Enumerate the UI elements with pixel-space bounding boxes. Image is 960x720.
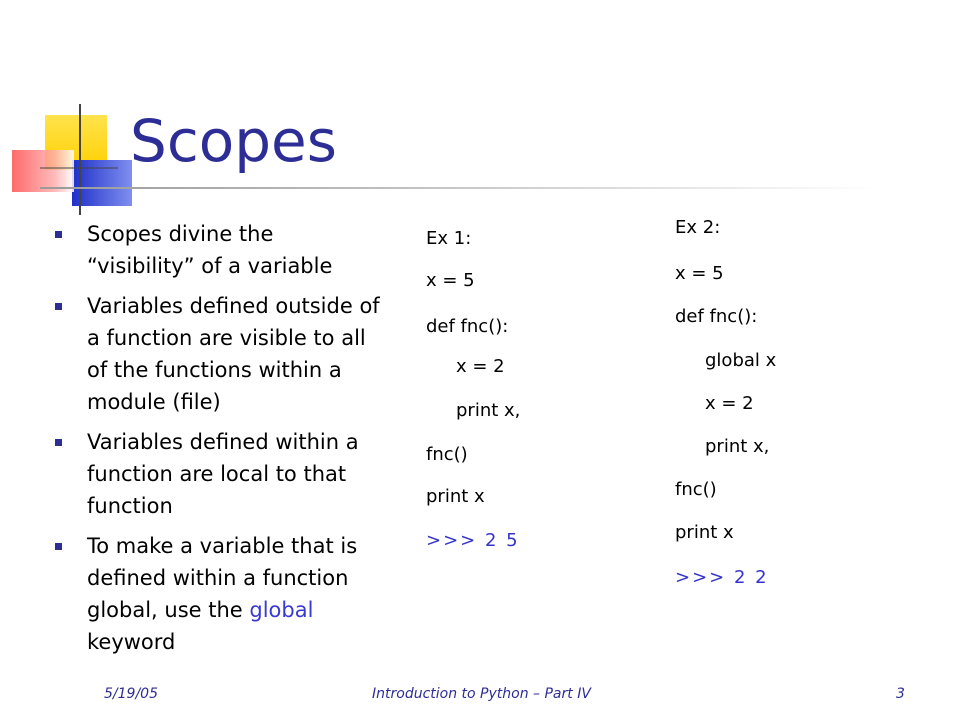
code-line: fnc() [426,444,468,465]
code-line: fnc() [675,479,717,500]
code-line: print x, [705,436,770,457]
code-output: >>> 2 5 [426,530,520,551]
decor-red-bar [12,150,74,192]
bullet-item [50,218,380,282]
bullet-item [50,530,380,658]
bullet-square-icon [55,439,62,446]
bullet-square-icon [55,231,62,238]
code-line: x = 2 [705,393,754,414]
title-underline [40,187,880,189]
bullet-text: To make a variable that is defined within a function global, use the [87,534,358,622]
bullet-square-icon [55,543,62,550]
footer-date: 5/19/05 [104,686,158,702]
bullet-text-end: keyword [87,630,176,654]
example-label: Ex 1: [426,228,472,249]
bullet-item [50,290,380,418]
footer-page-number: 3 [896,686,905,702]
code-line: print x [426,486,485,507]
bullet-text: Variables defined within a function are local to that function [87,430,359,518]
footer-title: Introduction to Python – Part IV [372,686,591,702]
bullet-item [50,426,380,522]
bullet-list [50,218,380,666]
slide-title: Scopes [130,107,337,175]
code-line: print x [675,522,734,543]
code-line: def fnc(): [675,306,758,327]
bullet-text: Scopes divine the “visibility” of a variable [87,222,333,278]
code-line: x = 5 [426,270,475,291]
bullet-square-icon [55,303,62,310]
code-output: >>> 2 2 [675,567,769,588]
bullet-text: Variables defined outside of a function are visible to all of the functions within a module (file) [87,294,380,414]
code-line: x = 2 [456,356,505,377]
global-keyword: global [249,598,314,622]
code-line: global x [705,350,777,371]
code-line: x = 5 [675,263,724,284]
code-line: print x, [456,400,521,421]
code-line: def fnc(): [426,316,509,337]
example-label: Ex 2: [675,217,721,238]
